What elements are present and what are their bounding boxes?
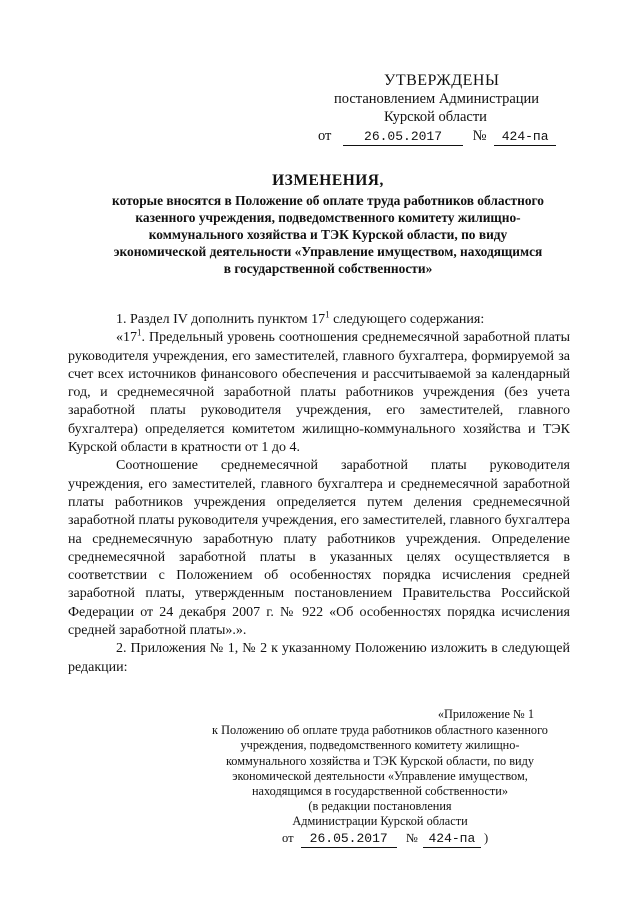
approval-line-1: постановлением Администрации xyxy=(334,91,540,107)
heading-line: казенного учреждения, подведомственного комитету жилищно- xyxy=(135,210,521,225)
heading-line: которые вносятся в Положение об оплате труда работников областного xyxy=(112,193,544,208)
heading-title: ИЗМЕНЕНИЯ, xyxy=(272,172,384,189)
appendix-line: учреждения, подведомственного комитету жилищно- xyxy=(240,738,520,753)
approval-line-2: Курской области xyxy=(384,109,487,125)
approval-title: УТВЕРЖДЕНЫ xyxy=(384,72,500,89)
appendix-date-line xyxy=(200,831,560,848)
approval-number-prefix: № xyxy=(472,128,487,144)
paragraph-number: «17 xyxy=(116,330,137,346)
appendix-number: 424-па xyxy=(423,831,481,848)
paragraph-text: . Предельный уровень соотношения среднемесячной заработной платы руководителя учреждения, его заместителей, главного бухгалтера, формируемой за счет всех источников финансового обеспечения и рассчитываемой за календарный год, и среднемесячной заработной платы работников учреждения (без учета заработной платы руководителя учреждения, его заместителей, главного бухгалтера) определяется комитетом жилищно-коммунального хозяйства и ТЭК Курской области в кратности от 1 до 4. xyxy=(68,330,570,456)
approval-number: 424-па xyxy=(494,129,556,146)
approval-date-prefix: от xyxy=(318,128,332,144)
appendix-line: к Положению об оплате труда работников областного казенного xyxy=(212,723,548,738)
item-2-paragraph: 2. Приложения № 1, № 2 к указанному Положению изложить в следующей редакции: xyxy=(68,641,570,675)
appendix-line: экономической деятельности «Управление имуществом, xyxy=(232,768,528,783)
heading-line: экономической деятельности «Управление имуществом, находящимся xyxy=(113,244,543,259)
appendix-block xyxy=(200,707,560,848)
appendix-line: находящимся в государственной собственности» xyxy=(251,784,509,799)
appendix-line: коммунального хозяйства и ТЭК Курской области, по виду xyxy=(225,753,535,768)
ratio-paragraph: Соотношение среднемесячной заработной платы руководителя учреждения, его заместителей, главного бухгалтера и среднемесячной заработной платы работников учреждения определяется путем деления среднемесячной заработной платы руководителя учреждения, его заместителей, главного бухгалтера на среднемесячную заработную плату работников учреждения. Определение среднемесячной заработной платы в указанных целях осуществляется в соответствии с Положением об особенностях порядка исчисления средней заработной платы, утвержденным постановлением Правительства Российской Федерации от 24 декабря 2007 г. № 922 «Об особенностях порядка исчисления средней заработной платы».». xyxy=(68,458,570,639)
appendix-edition-1: (в редакции постановления xyxy=(308,799,452,814)
appendix-date: 26.05.2017 xyxy=(301,831,397,848)
approval-date-line xyxy=(318,127,578,146)
appendix-edition-2: Администрации Курской области xyxy=(292,814,468,829)
document-heading xyxy=(68,172,588,277)
appendix-title: «Приложение № 1 xyxy=(437,707,534,721)
approval-block xyxy=(318,72,578,146)
appendix-date-prefix: от xyxy=(282,830,294,845)
appendix-number-prefix: № xyxy=(405,830,418,845)
appendix-closing: ) xyxy=(484,830,489,845)
item-1-text-end: следующего содержания: xyxy=(329,312,485,327)
approval-date: 26.05.2017 xyxy=(343,129,463,146)
item-1-text: 1. Раздел IV дополнить пунктом 17 xyxy=(116,312,326,327)
heading-line: в государственной собственности» xyxy=(223,261,433,276)
superscript: 1 xyxy=(325,309,330,320)
superscript: 1 xyxy=(137,327,142,338)
paragraph-17-1 xyxy=(68,329,570,457)
document-body xyxy=(68,311,570,677)
item-1-paragraph xyxy=(68,311,570,329)
heading-line: коммунального хозяйства и ТЭК Курской области, по виду xyxy=(148,227,508,242)
